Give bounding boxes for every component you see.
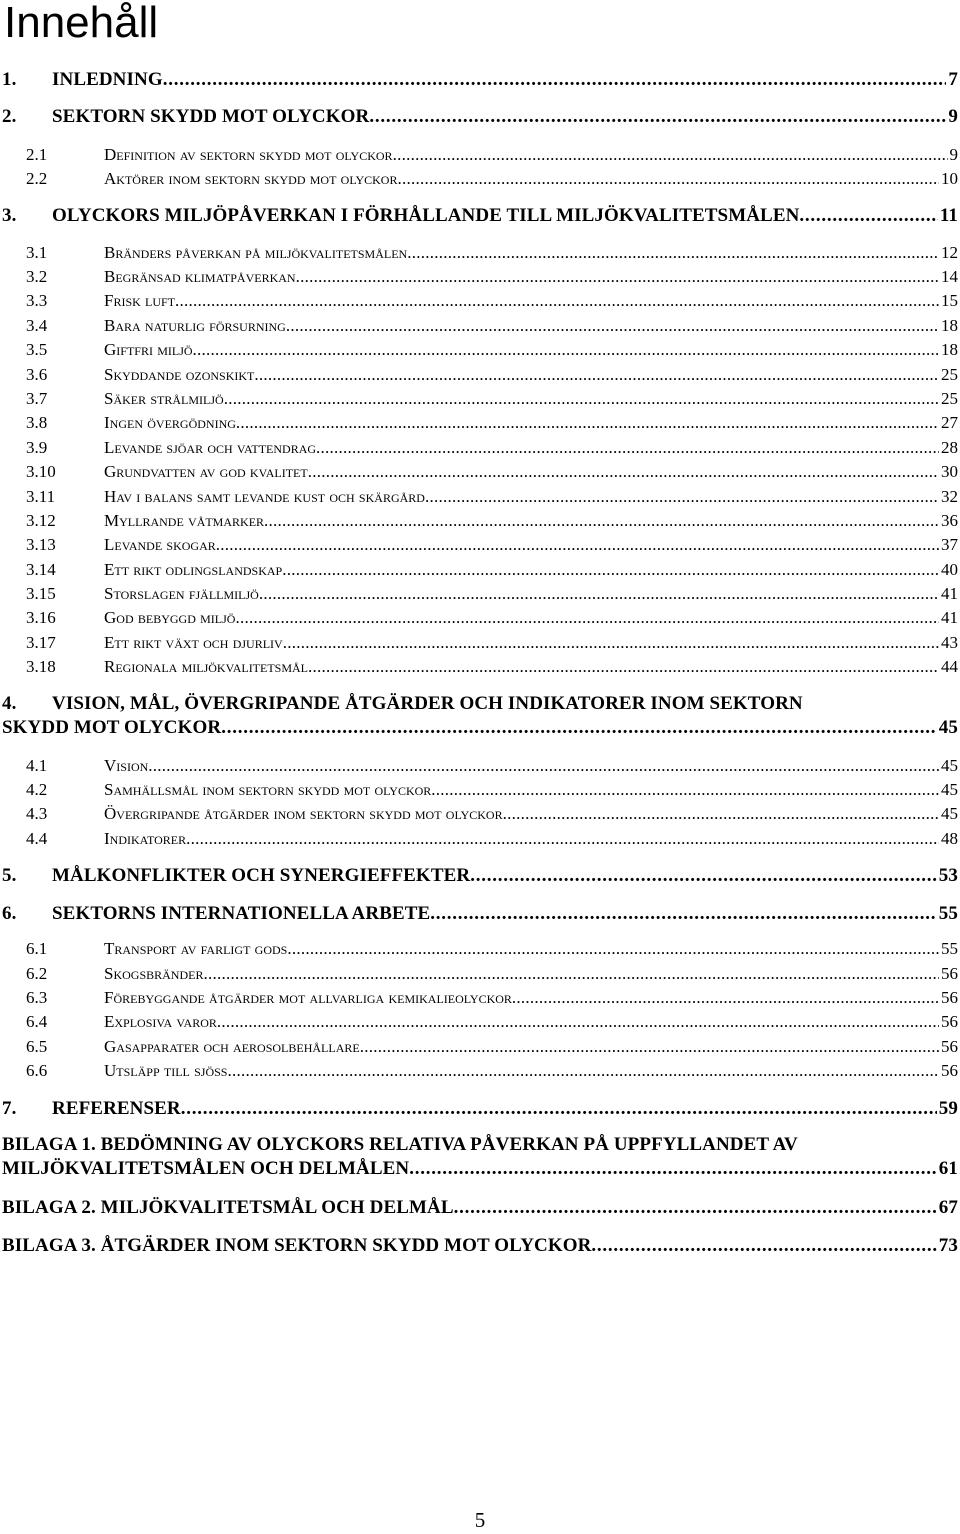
toc-entry-title: SKYDD MOT OLYCKOR (2, 717, 222, 738)
toc-entry-number: 3.1 (26, 243, 48, 262)
toc-entry-number: 3. (2, 205, 17, 226)
toc-entry-title: Levande sjöar och vattendrag (104, 438, 317, 457)
toc-dot-leader (224, 389, 939, 409)
toc-entry-title: Definition av sektorn skydd mot olyckor (104, 145, 393, 164)
toc-dot-leader (264, 511, 939, 531)
toc-entry-title: Aktörer inom sektorn skydd mot olyckor (104, 169, 398, 188)
toc-entry-title: MÅLKONFLIKTER OCH SYNERGIEFFEKTER (52, 865, 471, 886)
toc-entry-page: 44 (941, 657, 958, 676)
toc-entry-page: 55 (938, 903, 958, 924)
toc-entry-title: Frisk luft (104, 291, 176, 310)
toc-dot-leader (286, 316, 939, 336)
toc-entry-title: Levande skogar (104, 535, 216, 554)
toc-entry-page: 56 (941, 988, 958, 1007)
toc-entry-page: 32 (941, 487, 958, 506)
toc-dot-leader (369, 105, 946, 129)
toc-entry-title: Skogsbränder (104, 964, 204, 983)
toc-entry-title: BILAGA 1. BEDÖMNING AV OLYCKORS RELATIVA PÅVERKAN PÅ UPPFYLLANDET AV (2, 1134, 798, 1155)
toc-entry-page: 27 (941, 413, 958, 432)
toc-entry-number: 3.10 (26, 462, 56, 481)
toc-dot-leader (799, 204, 937, 228)
toc-entry-number: 3.16 (26, 608, 56, 627)
toc-entry-title: INLEDNING (52, 69, 163, 90)
toc-entry-number: 1. (2, 69, 17, 90)
toc-entry-number: 2. (2, 106, 17, 127)
toc-entry-number: 6.6 (26, 1061, 48, 1080)
toc-entry-number: 6.1 (26, 939, 48, 958)
toc-entry-number: 4.1 (26, 756, 48, 775)
page-number: 5 (474, 1508, 486, 1532)
toc-entry-page: 45 (941, 780, 958, 799)
toc-entry-number: 4. (2, 693, 17, 714)
toc-entry-page: 18 (941, 316, 958, 335)
toc-dot-leader (259, 584, 939, 604)
toc-entry-number: 3.18 (26, 657, 56, 676)
toc-dot-leader (316, 438, 939, 458)
toc-dot-leader (393, 145, 948, 165)
toc-entry-title: Transport av farligt gods (104, 939, 288, 958)
toc-entry-title: Vision (104, 756, 149, 775)
toc-entry-title: Ingen övergödning (104, 413, 236, 432)
toc-entry-page: 9 (948, 106, 958, 127)
toc-dot-leader (203, 964, 939, 984)
toc-entry-title: Förebyggande åtgärder mot allvarliga kemikalieolyckor (104, 988, 512, 1007)
toc-entry-number: 6.2 (26, 964, 48, 983)
toc-entry-page: 10 (941, 169, 958, 188)
toc-entry-title: Myllrande våtmarker (104, 511, 265, 530)
toc-entry-page: 41 (941, 584, 958, 603)
toc-entry-number: 3.7 (26, 389, 48, 408)
toc-dot-leader (397, 169, 939, 189)
toc-dot-leader (308, 462, 939, 482)
toc-dot-leader (221, 716, 937, 740)
toc-entry-number: 5. (2, 865, 17, 886)
toc-dot-leader (181, 1097, 937, 1121)
toc-entry-page: 30 (941, 462, 958, 481)
toc-entry-number: 3.13 (26, 535, 56, 554)
toc-entry-number: 3.8 (26, 413, 48, 432)
toc-entry-page: 7 (948, 69, 958, 90)
toc-entry-number: 3.2 (26, 267, 48, 286)
toc-entry-title: Giftfri miljö (104, 340, 193, 359)
toc-entry-number: 2.2 (26, 169, 48, 188)
toc-entry-title: Ett rikt växt och djurliv (104, 633, 283, 652)
toc-dot-leader (216, 535, 939, 555)
toc-entry-title: Ett rikt odlingslandskap (104, 560, 283, 579)
toc-dot-leader (227, 1061, 939, 1081)
toc-entry-page: 36 (941, 511, 958, 530)
toc-entry-title: OLYCKORS MILJÖPÅVERKAN I FÖRHÅLLANDE TILL MILJÖKVALITETSMÅLEN (52, 205, 800, 226)
toc-dot-leader (503, 804, 939, 824)
toc-dot-leader (407, 243, 939, 263)
toc-entry-page: 56 (941, 1012, 958, 1031)
toc-entry-title: Regionala miljökvalitetsmål (104, 657, 309, 676)
toc-entry-title: Skyddande ozonskikt (104, 365, 255, 384)
toc-entry-title: BILAGA 3. ÅTGÄRDER INOM SEKTORN SKYDD MOT OLYCKOR (2, 1235, 592, 1256)
toc-dot-leader (217, 1012, 939, 1032)
toc-entry-title: SEKTORN SKYDD MOT OLYCKOR (52, 106, 370, 127)
toc-dot-leader (512, 988, 939, 1008)
toc-entry-number: 3.4 (26, 316, 48, 335)
toc-dot-leader (193, 340, 939, 360)
toc-entry-page: 56 (941, 964, 958, 983)
toc-entry-page: 45 (941, 804, 958, 823)
toc-entry-page: 28 (941, 438, 958, 457)
toc-dot-leader (308, 657, 939, 677)
toc-entry-page: 40 (941, 560, 958, 579)
toc-entry-number: 6.4 (26, 1012, 48, 1031)
toc-entry-number: 4.2 (26, 780, 48, 799)
toc-entry-page: 41 (941, 608, 958, 627)
toc-entry-page: 18 (941, 340, 958, 359)
toc-entry-page: 11 (939, 205, 958, 226)
toc-entry-number: 2.1 (26, 145, 48, 164)
toc-entry-title: VISION, MÅL, ÖVERGRIPANDE ÅTGÄRDER OCH INDIKATORER INOM SEKTORN (52, 693, 803, 714)
toc-dot-leader (236, 413, 939, 433)
toc-entry-number: 3.6 (26, 365, 48, 384)
toc-entry-title: Bara naturlig försurning (104, 316, 286, 335)
toc-entry-title: Utsläpp till sjöss (104, 1061, 228, 1080)
toc-dot-leader (454, 1196, 937, 1220)
toc-dot-leader (470, 864, 937, 888)
toc-entry-number: 3.17 (26, 633, 56, 652)
toc-entry-page: 45 (938, 717, 958, 738)
toc-entry-number: 3.5 (26, 340, 48, 359)
toc-dot-leader (163, 68, 947, 92)
toc-entry-page: 56 (941, 1037, 958, 1056)
toc-entry-page: 48 (941, 829, 958, 848)
toc-dot-leader (425, 487, 939, 507)
toc-entry-page: 55 (941, 939, 958, 958)
toc-entry-title: Säker strålmiljö (104, 389, 224, 408)
toc-dot-leader (591, 1234, 936, 1258)
toc-entry-page: 37 (941, 535, 958, 554)
toc-entry-number: 3.12 (26, 511, 56, 530)
toc-entry-number: 7. (2, 1098, 17, 1119)
toc-entry-page: 67 (938, 1197, 958, 1218)
toc-entry-title: Begränsad klimatpåverkan (104, 267, 296, 286)
toc-entry-title: Övergripande åtgärder inom sektorn skydd mot olyckor (104, 804, 503, 823)
toc-entry-title: Gasapparater och aerosolbehållare (104, 1037, 360, 1056)
toc-dot-leader (283, 633, 939, 653)
toc-entry-page: 12 (941, 243, 958, 262)
toc-entry-number: 3.14 (26, 560, 56, 579)
toc-entry-title: REFERENSER (52, 1098, 181, 1119)
toc-entry-page: 25 (941, 365, 958, 384)
toc-entry-title: Bränders påverkan på miljökvalitetsmålen (104, 243, 408, 262)
toc-entry-title: Storslagen fjällmiljö (104, 584, 259, 603)
toc-dot-leader (431, 780, 939, 800)
toc-dot-leader (409, 1157, 937, 1181)
toc-entry-page: 9 (949, 145, 958, 164)
toc-entry-number: 6.5 (26, 1037, 48, 1056)
toc-dot-leader (235, 608, 939, 628)
toc-entry-page: 56 (941, 1061, 958, 1080)
toc-entry-number: 4.3 (26, 804, 48, 823)
toc-dot-leader (296, 267, 939, 287)
toc-entry-title: Indikatorer (104, 829, 187, 848)
toc-entry-number: 3.9 (26, 438, 48, 457)
toc-entry-page: 25 (941, 389, 958, 408)
toc-entry-number: 3.11 (26, 487, 56, 506)
toc-entry-title: BILAGA 2. MILJÖKVALITETSMÅL OCH DELMÅL (2, 1197, 454, 1218)
toc-entry-page: 73 (938, 1235, 958, 1256)
toc-dot-leader (430, 902, 937, 926)
toc-entry-number: 3.15 (26, 584, 56, 603)
toc-entry-title: Hav i balans samt levande kust och skärgård (104, 487, 425, 506)
toc-dot-leader (175, 291, 939, 311)
toc-entry-title: Grundvatten av god kvalitet (104, 462, 308, 481)
toc-dot-leader (282, 560, 939, 580)
toc-entry-page: 45 (941, 756, 958, 775)
toc-entry-number: 4.4 (26, 829, 48, 848)
toc-entry-title: SEKTORNS INTERNATIONELLA ARBETE (52, 903, 431, 924)
toc-entry-title: God bebyggd miljö (104, 608, 236, 627)
toc-entry-number: 6. (2, 903, 17, 924)
toc-entry-title: MILJÖKVALITETSMÅLEN OCH DELMÅLEN (2, 1158, 410, 1179)
toc-entry-number: 6.3 (26, 988, 48, 1007)
toc-entry-number: 3.3 (26, 291, 48, 310)
page-heading: Innehåll (4, 0, 159, 47)
toc-dot-leader (287, 939, 939, 959)
toc-entry-page: 15 (941, 291, 958, 310)
toc-entry-page: 14 (941, 267, 958, 286)
toc-dot-leader (148, 756, 939, 776)
toc-dot-leader (186, 829, 939, 849)
toc-entry-page: 61 (938, 1158, 958, 1179)
toc-entry-page: 53 (938, 865, 958, 886)
toc-dot-leader (254, 365, 939, 385)
toc-entry-title: Samhällsmål inom sektorn skydd mot olyckor (104, 780, 432, 799)
toc-entry-title: Explosiva varor (104, 1012, 217, 1031)
toc-dot-leader (360, 1037, 939, 1057)
toc-entry-page: 43 (941, 633, 958, 652)
toc-entry-page: 59 (938, 1098, 958, 1119)
